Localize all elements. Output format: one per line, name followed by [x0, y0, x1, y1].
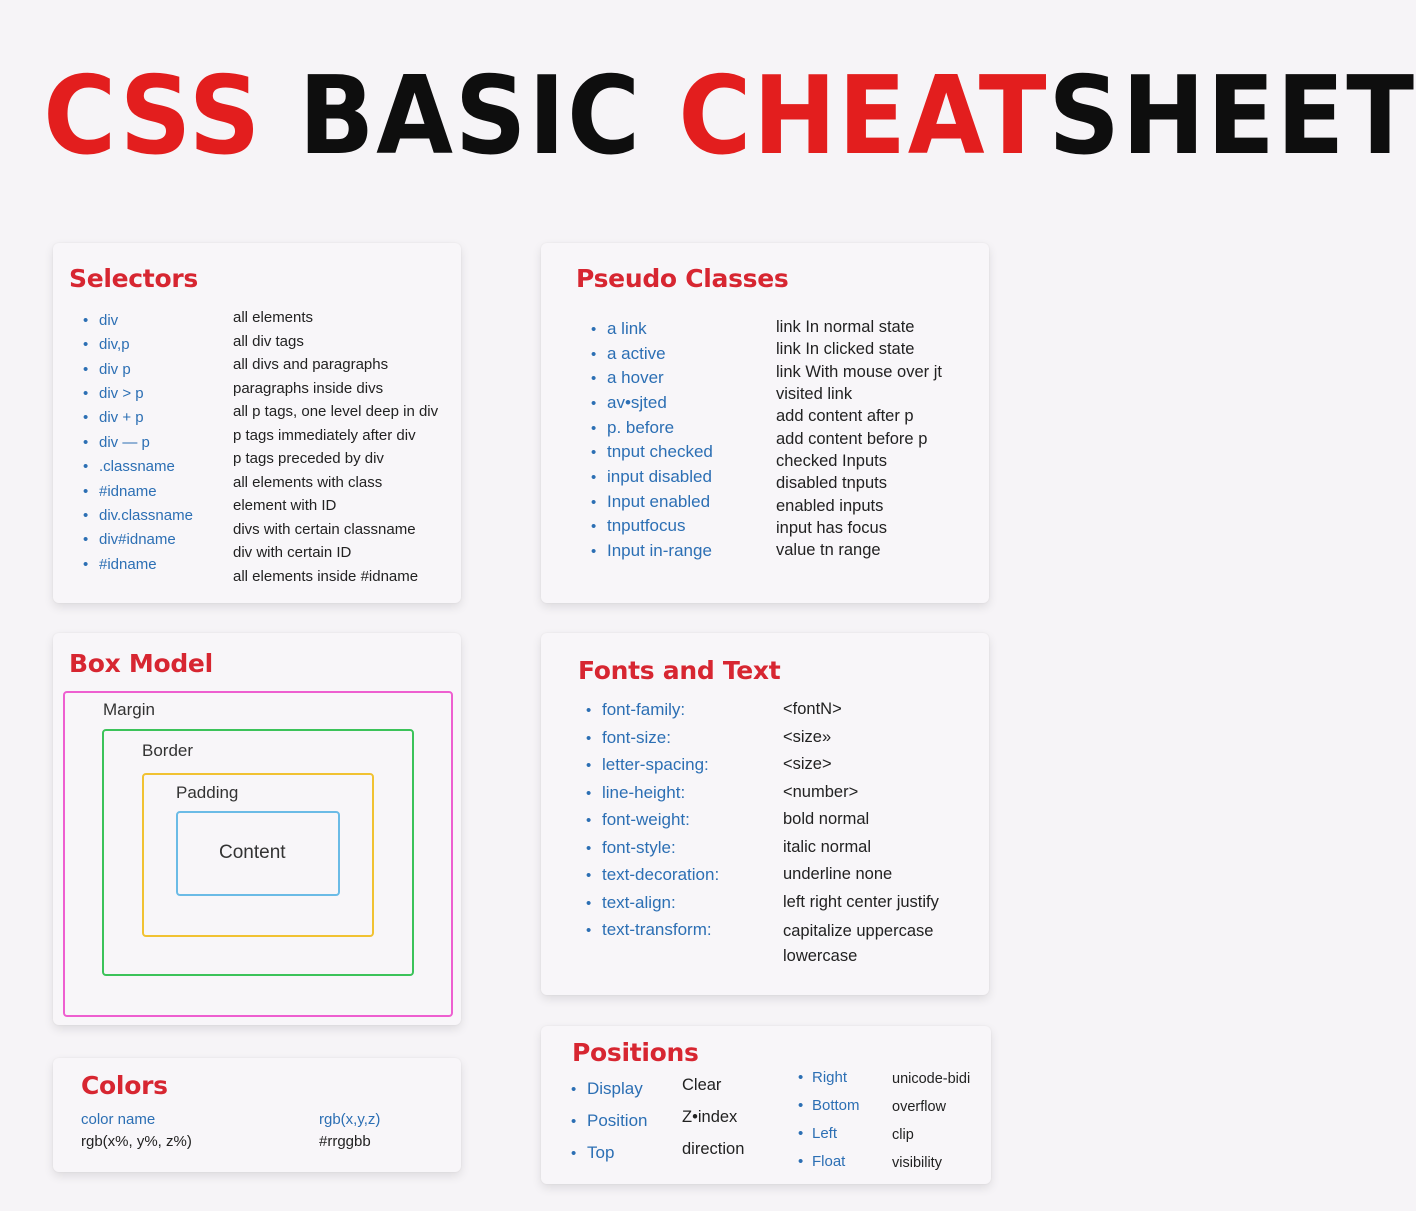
page-title [43, 54, 1416, 179]
selector-item: • div + p [83, 409, 144, 426]
pseudo-class-description: disabled tnputs [776, 474, 887, 492]
colors-card [53, 1058, 461, 1172]
font-property-item: • font-size: [586, 728, 671, 748]
title-sheet: SHEET [1048, 54, 1416, 179]
font-property-value: <fontN> [783, 700, 842, 718]
font-property-value: <number> [783, 783, 859, 801]
selector-description: div with certain ID [233, 544, 352, 561]
selector-description: p tags immediately after div [233, 427, 416, 444]
pseudo-class-item: • a link [591, 319, 647, 339]
pseudo-class-description: visited link [776, 385, 853, 403]
box-model-heading: Box Model [69, 649, 213, 678]
position-property: clip [892, 1127, 914, 1143]
position-property: overflow [892, 1099, 946, 1115]
pseudo-class-description: input has focus [776, 519, 887, 537]
selector-item: • div [83, 312, 118, 329]
pseudo-class-description: link With mouse over jt [776, 363, 942, 381]
font-property-value: lowercase [783, 947, 858, 965]
fonts-text-heading: Fonts and Text [578, 656, 781, 685]
pseudo-class-item: • a active [591, 344, 666, 364]
selector-item: • .classname [83, 458, 175, 475]
pseudo-class-item: • p. before [591, 418, 674, 438]
rgb-xyz-label: rgb(x,y,z) [319, 1111, 381, 1128]
colors-heading: Colors [81, 1071, 168, 1100]
position-property: • Right [798, 1069, 847, 1086]
pseudo-class-item: • av•sjted [591, 393, 667, 413]
selector-item: • #idname [83, 483, 157, 500]
selector-description: paragraphs inside divs [233, 380, 384, 397]
pseudo-class-item: • Input in-range [591, 541, 712, 561]
position-property: • Float [798, 1153, 845, 1170]
font-property-item: • text-transform: [586, 920, 712, 940]
content-label: Content [219, 842, 286, 863]
font-property-value: capitalize uppercase [783, 922, 934, 940]
positions-heading: Positions [572, 1038, 699, 1067]
pseudo-class-description: value tn range [776, 541, 881, 559]
position-property: • Left [798, 1125, 837, 1142]
pseudo-class-description: link In normal state [776, 318, 915, 336]
pseudo-class-item: • a hover [591, 368, 664, 388]
selector-description: all divs and paragraphs [233, 356, 389, 373]
fonts-text-card [541, 633, 989, 995]
selector-description: all elements with class [233, 474, 383, 491]
title-css: CSS [43, 54, 263, 179]
selector-description: divs with certain classname [233, 521, 416, 538]
pseudo-class-description: add content after p [776, 407, 914, 425]
pseudo-class-item: • tnputfocus [591, 516, 685, 536]
pseudo-class-description: add content before p [776, 430, 928, 448]
font-property-item: • font-family: [586, 700, 685, 720]
pseudo-classes-heading: Pseudo Classes [576, 264, 789, 293]
font-property-item: • text-align: [586, 893, 676, 913]
color-name-label: color name [81, 1111, 156, 1128]
selector-item: • div — p [83, 434, 150, 451]
pseudo-classes-card [541, 243, 989, 603]
selector-description: all elements [233, 309, 314, 326]
pseudo-class-item: • Input enabled [591, 492, 710, 512]
position-property: Z•index [682, 1108, 738, 1126]
selector-description: element with ID [233, 497, 337, 514]
font-property-item: • font-style: [586, 838, 676, 858]
title-cheat: CHEAT [678, 54, 1049, 179]
selectors-card [53, 243, 461, 603]
font-property-value: bold normal [783, 810, 870, 828]
position-property: visibility [892, 1155, 942, 1171]
selector-description: p tags preceded by div [233, 450, 384, 467]
selector-item: • div p [83, 361, 131, 378]
position-property: direction [682, 1140, 745, 1158]
padding-label: Padding [176, 783, 239, 802]
font-property-value: italic normal [783, 838, 872, 856]
pseudo-class-item: • tnput checked [591, 442, 713, 462]
margin-label: Margin [103, 700, 155, 719]
position-property: unicode-bidi [892, 1071, 971, 1087]
selectors-heading: Selectors [69, 264, 198, 293]
font-property-value: <size» [783, 728, 832, 746]
rgb-percent-label: rgb(x%, y%, z%) [81, 1133, 192, 1150]
selector-item: • div,p [83, 336, 130, 353]
border-label: Border [142, 741, 194, 760]
selector-item: • div.classname [83, 507, 193, 524]
selector-description: all elements inside #idname [233, 568, 419, 585]
pseudo-class-description: link In clicked state [776, 340, 915, 358]
positions-card [541, 1026, 991, 1184]
selector-item: • div > p [83, 385, 144, 402]
box-model-card [53, 633, 461, 1025]
position-property: Clear [682, 1076, 722, 1094]
position-property: • Bottom [798, 1097, 860, 1114]
title-basic: BASIC [298, 54, 642, 179]
pseudo-class-description: checked Inputs [776, 452, 887, 470]
selector-description: all div tags [233, 333, 304, 350]
selector-description: all p tags, one level deep in div [233, 403, 439, 420]
font-property-item: • line-height: [586, 783, 685, 803]
position-property: • Top [571, 1143, 614, 1163]
font-property-item: • letter-spacing: [586, 755, 709, 775]
position-property: • Display [571, 1079, 643, 1099]
font-property-value: left right center justify [783, 893, 939, 911]
font-property-value: underline none [783, 865, 893, 883]
font-property-value: <size> [783, 755, 832, 773]
position-property: • Position [571, 1111, 647, 1131]
pseudo-class-description: enabled inputs [776, 497, 884, 515]
selector-item: • #idname [83, 556, 157, 573]
selector-item: • div#idname [83, 531, 176, 548]
font-property-item: • text-decoration: [586, 865, 719, 885]
pseudo-class-item: • input disabled [591, 467, 712, 487]
hex-label: #rrggbb [319, 1133, 371, 1150]
font-property-item: • font-weight: [586, 810, 690, 830]
